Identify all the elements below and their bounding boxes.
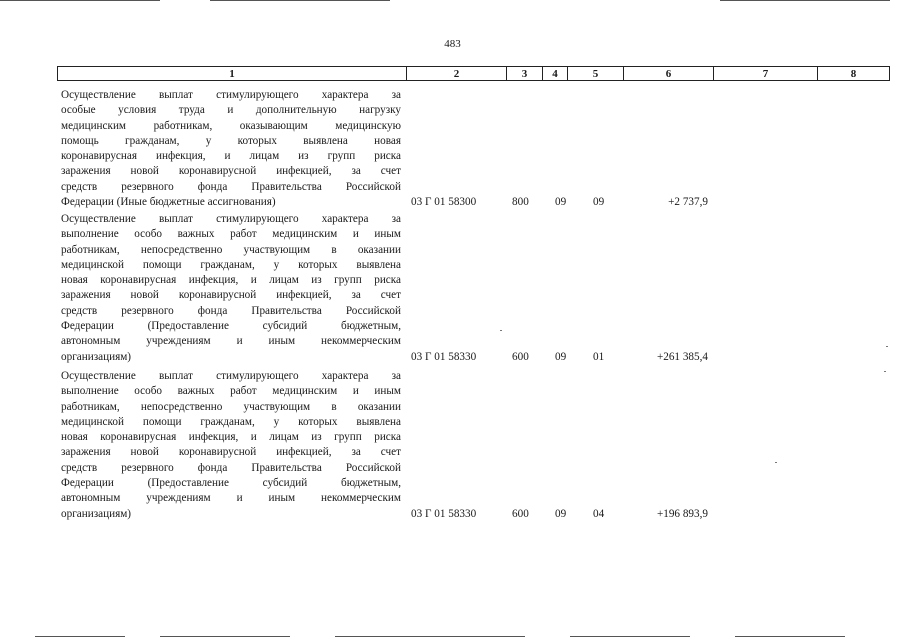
row-col3: 600 [512, 508, 529, 520]
description-line: работникам, непосредственно участвующим в оказании [61, 400, 401, 413]
row-description [61, 212, 401, 365]
description-line: Федерации (Предоставление субсидий бюджетным, [61, 320, 401, 333]
scan-edge-bottom-5 [735, 636, 845, 637]
row-code: 03 Г 01 58330 [411, 508, 477, 520]
scan-edge-top-mid [210, 0, 390, 1]
scan-speck [886, 346, 888, 347]
row-amount: +261 385,4 [656, 351, 708, 363]
table-header-row [57, 66, 890, 81]
description-line: медицинским работникам, оказывающим медицинскую [61, 119, 401, 132]
description-line: медицинской помощи гражданам, у которых выявлена [61, 258, 401, 271]
description-line: помощь гражданам, у которых выявлена новая [61, 134, 401, 147]
scan-speck [500, 330, 502, 331]
description-line: организациям) [61, 507, 132, 520]
scan-edge-top-right [720, 0, 890, 1]
column-header-1: 1 [58, 67, 407, 80]
row-col5: 04 [593, 508, 605, 520]
column-header-6: 6 [624, 67, 714, 80]
description-line: новая коронавирусная инфекция, и лицам из групп риска [61, 431, 401, 444]
column-header-3: 3 [507, 67, 543, 80]
page-number: 483 [444, 38, 461, 50]
description-line: новая коронавирусная инфекция, и лицам из групп риска [61, 274, 401, 287]
description-line: заражения новой коронавирусной инфекцией, за счет [61, 446, 401, 459]
row-col4: 09 [555, 351, 567, 363]
scan-edge-bottom-3 [335, 636, 525, 637]
row-amount: +196 893,9 [656, 508, 708, 520]
description-line: медицинской помощи гражданам, у которых выявлена [61, 415, 401, 428]
scan-edge-bottom-4 [570, 636, 690, 637]
description-line: Федерации (Предоставление субсидий бюджетным, [61, 477, 401, 490]
row-col3: 600 [512, 351, 529, 363]
column-header-7: 7 [714, 67, 818, 80]
scan-edge-bottom-2 [160, 636, 290, 637]
description-line: автономным учреждениям и иным некоммерческим [61, 335, 401, 348]
scan-edge-bottom-1 [35, 636, 125, 637]
column-header-4: 4 [543, 67, 568, 80]
row-col5: 09 [593, 196, 605, 208]
description-line: выполнение особо важных работ медицинским и иным [61, 228, 401, 241]
row-code: 03 Г 01 58300 [411, 196, 477, 208]
row-col4: 09 [555, 196, 567, 208]
scan-edge-top-left [0, 0, 160, 1]
row-description [61, 88, 401, 210]
description-line: средств резервного фонда Правительства Российской [61, 180, 401, 193]
description-line: работникам, непосредственно участвующим в оказании [61, 243, 401, 256]
description-line: Осуществление выплат стимулирующего характера за [61, 89, 401, 101]
description-line: средств резервного фонда Правительства Российской [61, 461, 401, 474]
description-line: выполнение особо важных работ медицинским и иным [61, 385, 401, 398]
description-line: заражения новой коронавирусной инфекцией, за счет [61, 165, 401, 178]
row-description [61, 369, 401, 522]
scan-speck [775, 462, 777, 463]
description-line: коронавирусная инфекция, и лицам из групп риска [61, 150, 401, 163]
row-col5: 01 [593, 351, 605, 363]
row-col4: 09 [555, 508, 567, 520]
description-line: заражения новой коронавирусной инфекцией, за счет [61, 289, 401, 302]
description-line: Федерации (Иные бюджетные ассигнования) [61, 196, 276, 209]
description-line: особые условия труда и дополнительную нагрузку [61, 104, 401, 117]
description-line: Осуществление выплат стимулирующего характера за [61, 370, 401, 382]
scan-speck [884, 371, 886, 372]
description-line: средств резервного фонда Правительства Российской [61, 304, 401, 317]
description-line: Осуществление выплат стимулирующего характера за [61, 213, 401, 225]
description-line: автономным учреждениям и иным некоммерческим [61, 492, 401, 505]
column-header-2: 2 [407, 67, 507, 80]
column-header-8: 8 [850, 68, 857, 80]
row-col3: 800 [512, 196, 529, 208]
description-line: организациям) [61, 350, 132, 363]
row-amount: +2 737,9 [668, 196, 708, 208]
row-code: 03 Г 01 58330 [411, 351, 477, 363]
column-header-5: 5 [568, 67, 624, 80]
